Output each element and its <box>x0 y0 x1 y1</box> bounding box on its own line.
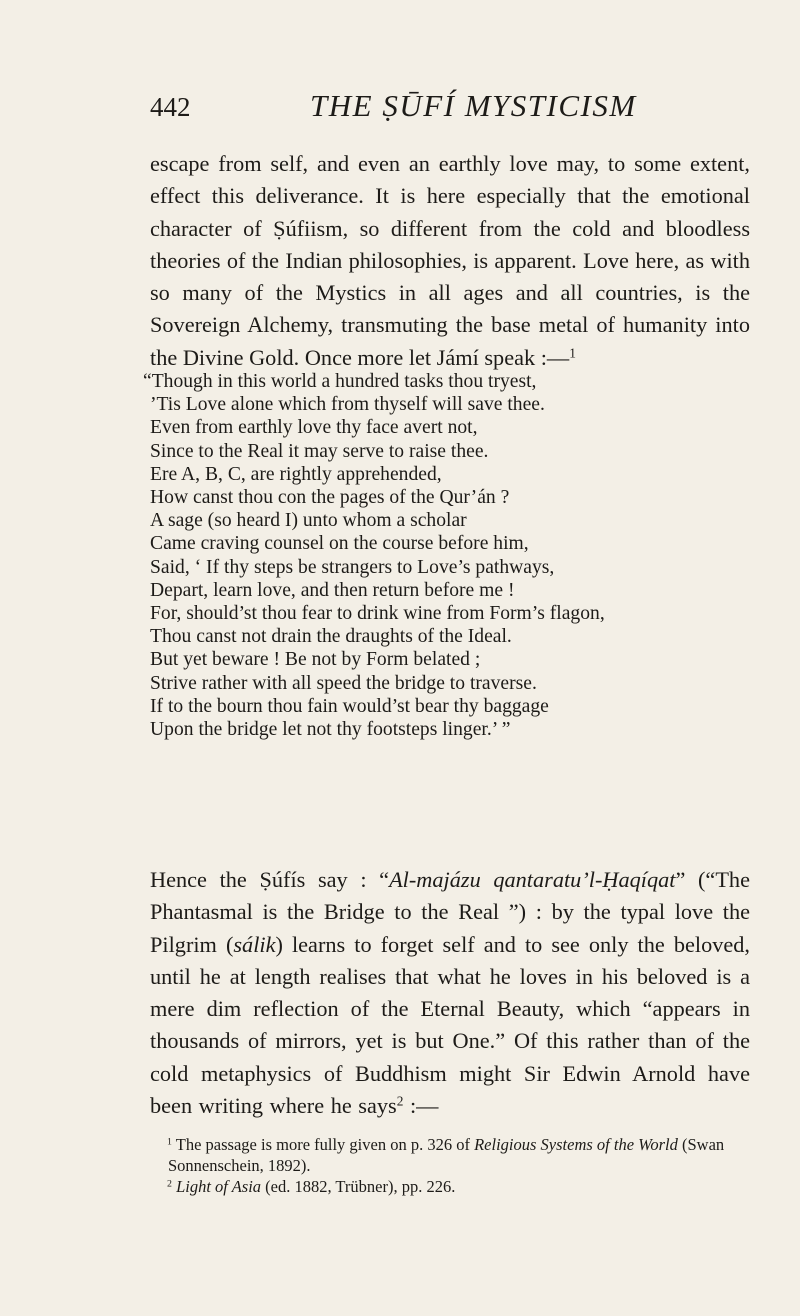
poem-quotation <box>143 370 760 741</box>
poem-line: But yet beware ! Be not by Form belated ; <box>150 649 481 671</box>
poem-line: Thou canst not drain the draughts of the Ideal. <box>150 626 512 648</box>
page-header <box>150 88 790 132</box>
footnote-marker: 1 <box>167 1136 172 1148</box>
footnote-ref-2: 2 <box>396 1093 404 1109</box>
arabic-phrase: Al-majázu qantaratu’l-Ḥaqíqat <box>389 867 676 892</box>
poem-line: Depart, learn love, and then return before me ! <box>150 579 515 601</box>
poem-line: A sage (so heard I) unto whom a scholar <box>150 510 467 532</box>
page-number: 442 <box>150 92 191 122</box>
poem-line: Ere A, B, C, are rightly apprehended, <box>150 463 442 485</box>
poem-line: Upon the bridge let not thy footsteps linger.’ ” <box>150 719 511 741</box>
footnote-2: $^2$ Light of Asia (ed. 1882, Trübner), pp. 226. <box>167 1177 456 1197</box>
poem-line: Came craving counsel on the course before him, <box>150 533 529 555</box>
poem-line: For, should’st thou fear to drink wine from Form’s flagon, <box>150 603 605 625</box>
paragraph-text: Hence the Ṣúfís say : “Al-majázu qantaratu’l-Ḥaqíqat” (“The Phantasmal is the Bridge to the Real ”) : by the typal love the Pilgrim (sálik) learns to forget self and to see only the beloved, until he at length realises that what he loves in his beloved is a mere dim reflection of the Eternal Beauty, which “appears in thousands of mirrors, yet is but One.” Of this rather than of the cold metaphysics of Buddhism might Sir Edwin Arnold have been writing where he says$^2$ :— <box>150 867 750 1119</box>
footnote-1: $^1$ The passage is more fully given on p. 326 of Religious Systems of the World (Swan Sonnenschein, 1892). <box>167 1135 725 1176</box>
poem-line: Strive rather with all speed the bridge to traverse. <box>150 672 537 694</box>
footnote-ref-1: 1 <box>569 345 576 361</box>
cited-title: Religious Systems of the World <box>474 1135 678 1154</box>
running-title: THE ṢŪFÍ MYSTICISM <box>310 88 637 123</box>
poem-line: Since to the Real it may serve to raise thee. <box>150 440 489 462</box>
paragraph-sufis <box>150 864 750 1122</box>
footnote-marker: 2 <box>167 1178 172 1190</box>
poem-line: How canst thou con the pages of the Qur’án ? <box>150 487 510 509</box>
arabic-term: sálik <box>233 931 276 957</box>
cited-title: Light of Asia <box>176 1177 262 1197</box>
poem-line: Even from earthly love thy face avert not, <box>150 417 478 439</box>
paragraph-intro <box>150 148 750 374</box>
poem-line: “Though in this world a hundred tasks thou tryest, <box>143 371 537 392</box>
footnotes <box>150 1134 750 1198</box>
poem-line: ’Tis Love alone which from thyself will save thee. <box>150 394 545 416</box>
poem-line: If to the bourn thou fain would’st bear thy baggage <box>150 695 549 717</box>
paragraph-text: escape from self, and even an earthly love may, to some extent, effect this deliverance. It is here especially that the emotional character of Ṣúfiism, so different from the cold and bloodless theories of the Indian philosophies, is apparent. Love here, as with so many of the Mystics in all ages and all countries, is the Sovereign Alchemy, transmuting the base metal of humanity into the Divine Gold. Once more let Jámí speak :—$^1$ <box>150 151 750 370</box>
poem-line: Said, ‘ If thy steps be strangers to Love’s pathways, <box>150 556 555 578</box>
